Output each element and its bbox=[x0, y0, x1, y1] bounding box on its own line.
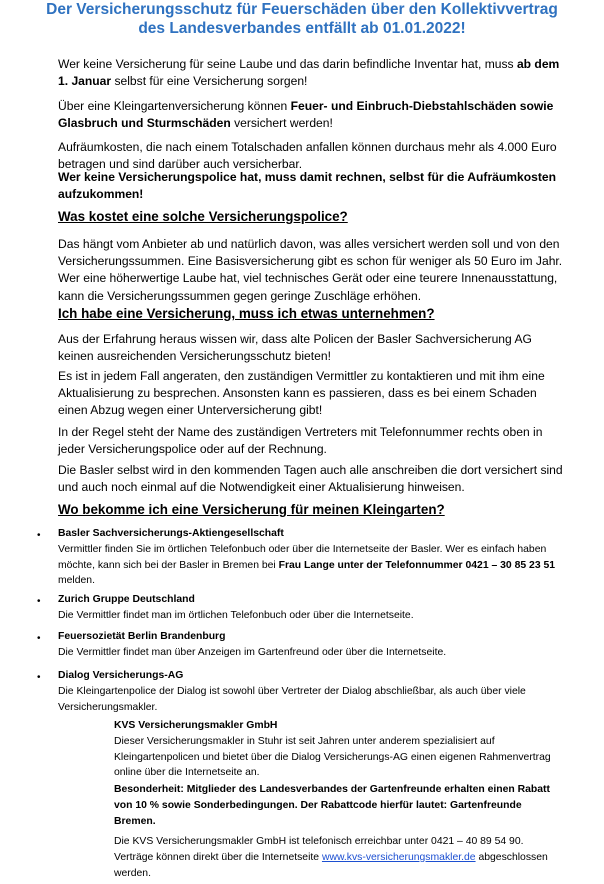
intro-paragraph-4: Wer keine Versicherungspolice hat, muss damit rechnen, selbst für die Aufräumkosten aufzukommen! bbox=[58, 170, 557, 202]
text-span: abgeschlossen werden. bbox=[114, 851, 548, 879]
bullet-icon: • bbox=[37, 596, 41, 607]
list-item-basler bbox=[58, 526, 570, 589]
insurer-description: Die Vermittler findet man im örtlichen Telefonbuch oder über die Internetseite. bbox=[58, 609, 414, 621]
insurer-description: Die Kleingartenpolice der Dialog ist sowohl über Vertreter der Dialog abschließbar, als auch über viele Versicherungsmakler. bbox=[58, 685, 526, 713]
list-item-dialog bbox=[58, 668, 570, 715]
existing-paragraph-2: Es ist in jedem Fall angeraten, den zuständigen Vermittler zu kontaktieren und mit ihm eine Aktualisierung zu besprechen. Ansonsten kann es passieren, dass es bei einem Schaden einen Abzug wegen einer Unterversicherung gibt! bbox=[58, 369, 545, 418]
section-cost-text: Das hängt vom Anbieter ab und natürlich davon, was alles versichert werden soll und von den Versicherungssummen. Eine Basisversicherung gibt es schon für weniger als 50 Euro im Jahr. Wer eine höherwertige Laube hat, viel technisches Gerät oder eine teurere Innenausstattung, kann die Versicherungssummen gegen geringe Zuschläge erhöhen. bbox=[58, 237, 563, 303]
section-heading-where: Wo bekomme ich eine Versicherung für meinen Kleingarten? bbox=[58, 502, 445, 517]
kvs-description: Dieser Versicherungsmakler in Stuhr ist seit Jahren unter anderem spezialisiert auf Kleingartenpolicen und bietet über die Dialog Versicherungs-AG einen eigenen Rahmenvertrag online über die Internetseite an. bbox=[114, 735, 551, 779]
existing-paragraph-4: Die Basler selbst wird in den kommenden Tagen auch alle anschreiben die dort versichert sind und auch noch einmal auf die Notwendigkeit einer Aktualisierung hinweisen. bbox=[58, 463, 563, 495]
bold-span: Feuer- und Einbruch-Diebstahlschäden sowie Glasbruch und Sturmschäden bbox=[58, 99, 554, 131]
insurer-name: Basler Sachversicherungs-Aktiengesellschaft bbox=[58, 528, 284, 539]
kvs-name: KVS Versicherungsmakler GmbH bbox=[114, 720, 278, 731]
insurer-name: Zurich Gruppe Deutschland bbox=[58, 594, 195, 605]
bullet-icon: • bbox=[37, 672, 41, 683]
bold-span: ab dem 1. Januar bbox=[58, 57, 560, 89]
document-title bbox=[0, 0, 604, 38]
text-span: versichert werden! bbox=[230, 116, 333, 131]
text-span: Die KVS Versicherungsmakler GmbH ist telefonisch erreichbar unter 0421 – 40 89 54 90. Verträge können direkt über die Internetseite bbox=[114, 836, 524, 863]
kvs-block bbox=[114, 718, 564, 781]
text-span: Wer keine Versicherung für seine Laube und das darin befindliche Inventar hat, muss bbox=[58, 57, 517, 71]
kvs-contact bbox=[114, 834, 564, 881]
kvs-website-link[interactable]: www.kvs-versicherungsmakler.de bbox=[321, 851, 476, 863]
existing-paragraph-3: In der Regel steht der Name des zuständigen Vertreters mit Telefonnummer rechts oben in jeder Versicherungspolice oder auf der Rechnung. bbox=[58, 425, 543, 457]
kvs-special-offer: Besonderheit: Mitglieder des Landesverbandes der Gartenfreunde erhalten einen Rabatt von 10 % sowie Sonderbedingungen. Der Rabattcode hierfür lautet: Gartenfreunde Bremen. bbox=[114, 784, 550, 827]
section-heading-existing: Ich habe eine Versicherung, muss ich etwas unternehmen? bbox=[58, 306, 435, 321]
text-span: Über eine Kleingartenversicherung können bbox=[58, 99, 291, 113]
section-heading-cost: Was kostet eine solche Versicherungspolice? bbox=[58, 209, 348, 224]
insurer-name: Dialog Versicherungs-AG bbox=[58, 670, 184, 681]
intro-paragraph-3: Aufräumkosten, die nach einem Totalschaden anfallen können durchaus mehr als 4.000 Euro betragen und sind darüber auch versicherbar. bbox=[58, 140, 557, 172]
bold-span: Frau Lange unter der Telefonnummer 0421 – 30 85 23 51 bbox=[278, 559, 556, 571]
list-item-zurich bbox=[58, 592, 570, 624]
text-span: Vermittler finden Sie im örtlichen Telefonbuch oder über die Internetseite der Basler. Wer es einfach haben möchte, kann sich bei der Basler in Bremen bei bbox=[58, 543, 547, 571]
insurer-description: Die Vermittler findet man über Anzeigen im Gartenfreund oder über die Internetseite. bbox=[58, 646, 447, 658]
intro-paragraph-1 bbox=[58, 56, 568, 90]
insurer-description bbox=[58, 542, 570, 589]
bullet-icon: • bbox=[37, 633, 41, 644]
insurer-name: Feuersozietät Berlin Brandenburg bbox=[58, 631, 226, 642]
intro-paragraph-2 bbox=[58, 98, 568, 132]
list-item-feuersozietaet bbox=[58, 629, 570, 661]
bullet-icon: • bbox=[37, 530, 41, 541]
text-span: melden. bbox=[58, 575, 95, 587]
existing-paragraph-1: Aus der Erfahrung heraus wissen wir, dass alte Policen der Basler Sachversicherung AG keinen ausreichenden Versicherungsschutz bieten! bbox=[58, 332, 532, 364]
text-span: selbst für eine Versicherung sorgen! bbox=[111, 74, 308, 89]
title-line-1: Der Versicherungsschutz für Feuerschäden über den Kollektivvertrag bbox=[46, 1, 558, 18]
title-line-2: des Landesverbandes entfällt ab 01.01.2022! bbox=[138, 20, 466, 37]
